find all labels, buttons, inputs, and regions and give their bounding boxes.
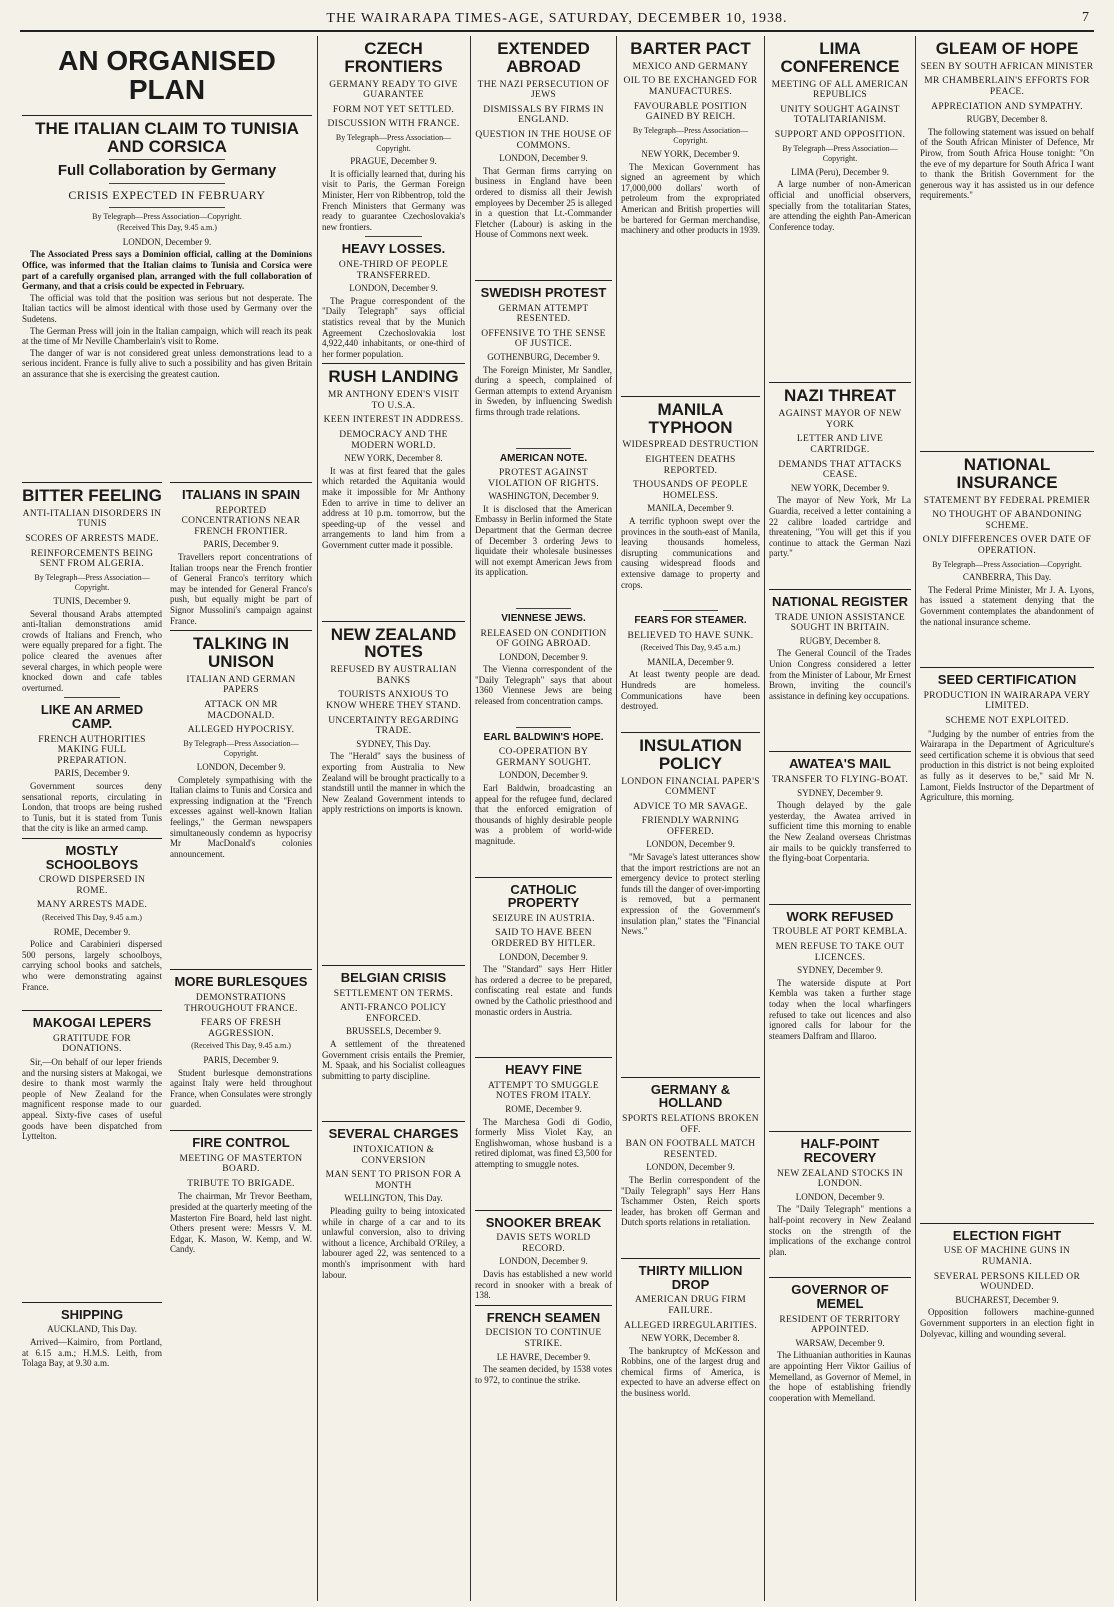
dateline: SYDNEY, December 9. <box>797 965 883 976</box>
article-subhead: DAVIS SETS WORLD RECORD. <box>496 1233 591 1254</box>
article-headline: GOVERNOR OF MEMEL <box>791 1282 889 1311</box>
dateline: ROME, December 9. <box>505 1103 582 1114</box>
dateline: NEW YORK, December 8. <box>641 1333 740 1344</box>
article-subhead: DEMANDS THAT ATTACKS CEASE. <box>778 459 902 481</box>
article-headline: EXTENDED ABROAD <box>497 39 590 76</box>
article-subhead: ITALIAN AND GERMAN PAPERS <box>186 674 296 696</box>
article-subhead: TRANSFER TO FLYING-BOAT. <box>771 775 909 785</box>
article-subhead: LONDON FINANCIAL PAPER'S COMMENT <box>621 776 760 798</box>
wire-credit: By Telegraph—Press Association—Copyright. <box>92 211 242 221</box>
column-rule <box>764 36 765 1601</box>
article-subhead: CROWD DISPERSED IN ROME. <box>38 875 146 896</box>
received-time: (Received This Day, 9.45 a.m.) <box>640 643 741 653</box>
article-subhead: GRATITUDE FOR DONATIONS. <box>52 1033 132 1055</box>
article-subhead: UNCERTAINTY REGARDING TRADE. <box>328 715 459 737</box>
article-subhead: SCORES OF ARRESTS MADE. <box>25 534 159 545</box>
article-subhead: REPORTED CONCENTRATIONS NEAR FRENCH FRONTIER. <box>181 505 301 537</box>
wire-credit: By Telegraph—Press Association—Copyright. <box>632 125 749 146</box>
paragraph: Police and Carabinieri dispersed 500 persons, largely schoolboys, carrying school books and satchels, who were demonstrating against France. <box>22 939 162 992</box>
article-headline: MORE BURLESQUES <box>174 974 308 990</box>
article-headline: NATIONAL REGISTER <box>771 593 909 609</box>
masthead-title: THE WAIRARAPA TIMES-AGE, SATURDAY, DECEMBER 10, 1938. <box>326 11 788 26</box>
paragraph: The danger of war is not considered great unless demonstrations lead to a serious incident. France is fully alive to such a possibility and has given Britain an assurance that she is exercising the greatest caution. <box>22 347 312 379</box>
article-subhead: ALLEGED HYPOCRISY. <box>187 725 295 736</box>
paragraph: The official was told that the position was serious but not desperate. The Italian tactics will be almost identical with those used by Germany over the Sudetens. <box>22 292 312 324</box>
column-5 <box>621 36 760 1596</box>
paragraph: The following statement was issued on behalf of the South African Minister of Defence, Mr Pirow, from South Africa House tonight: "On the eve of my departure for South Africa I want to thank the British Government for the generous way it has assisted us in our defence requirements." <box>920 126 1094 201</box>
column-7 <box>920 36 1094 1596</box>
article-subhead: RESIDENT OF TERRITORY APPOINTED. <box>779 1314 901 1336</box>
received-time: (Received This Day, 9.45 a.m.) <box>191 1041 291 1051</box>
paragraph: It is officially learned that, during his visit to Paris, the German Foreign Minister, Herr von Ribbentrop, told the French Ministers that Germany was ready to guarantee Czechoslovakia's new frontiers. <box>322 168 465 232</box>
dateline: LONDON, December 9. <box>499 951 588 962</box>
article-headline: BARTER PACT <box>630 39 751 58</box>
article-subhead: EIGHTEEN DEATHS REPORTED. <box>645 455 736 476</box>
article-subhead: NEW ZEALAND STOCKS IN LONDON. <box>776 1168 903 1190</box>
article-headline: FIRE CONTROL <box>192 1134 290 1150</box>
paragraph: Student burlesque demonstrations against Italy were held throughout France, when Consulates were strongly guarded. <box>170 1067 312 1110</box>
column-4 <box>475 36 612 1596</box>
article-subhead: ATTEMPT TO SMUGGLE NOTES FROM ITALY. <box>488 1080 599 1102</box>
paragraph: The seamen decided, by 1538 votes to 972, to continue the strike. <box>475 1364 612 1385</box>
article-subhead: MEETING OF ALL AMERICAN REPUBLICS <box>771 79 909 101</box>
dateline: MANILA, December 9. <box>647 656 734 667</box>
paragraph: The "Standard" says Herr Hitler has ordered a decree to be prepared, confiscating real estate and funds owned by the Catholic priesthood and monastic orders in Austria. <box>475 964 612 1017</box>
lead-paragraph: The Associated Press says a Dominion official, calling at the Dominions Office, was informed that the Italian claims to Tunisia and Corsica were part of a carefully organised plan, arranged with the full collaboration of Germany, and that a crisis could be expected in February. <box>22 249 312 292</box>
article-subhead: TROUBLE AT PORT KEMBLA. <box>772 927 908 938</box>
article-subhead: SCHEME NOT EXPLOITED. <box>945 716 1069 727</box>
dateline: LONDON, December 9. <box>122 236 212 247</box>
article-subhead: SETTLEMENT ON TERMS. <box>333 988 454 999</box>
article-headline: MOSTLY SCHOOLBOYS <box>45 842 139 872</box>
article-headline: SNOOKER BREAK <box>485 1214 602 1230</box>
article-headline: THIRTY MILLION DROP <box>638 1263 743 1292</box>
dateline: PRAGUE, December 9. <box>350 156 437 167</box>
paragraph: Several thousand Arabs attempted anti-Italian demonstrations amid crowds of Italians and French, who were equally prepared for a fight. The police cleared the avenues after several charges, in which people were knocked down and cafe tables overturned. <box>22 608 162 693</box>
article-headline: RUSH LANDING <box>328 367 459 387</box>
article-subhead: FEARS OF FRESH AGGRESSION. <box>200 1018 282 1039</box>
dateline: ROME, December 9. <box>53 926 131 937</box>
article-subhead: SEVERAL PERSONS KILLED OR WOUNDED. <box>933 1271 1081 1293</box>
article-subhead: MR ANTHONY EDEN'S VISIT TO U.S.A. <box>327 390 460 411</box>
article-subhead: GERMAN ATTEMPT RESENTED. <box>498 303 589 325</box>
article-subhead: FAVOURABLE POSITION GAINED BY REICH. <box>633 101 748 123</box>
article-subhead: KEEN INTEREST IN ADDRESS. <box>323 415 464 426</box>
article-subhead: PROTEST AGAINST VIOLATION OF RIGHTS. <box>488 468 599 489</box>
dateline: SYDNEY, This Day. <box>356 738 431 749</box>
dateline: PARIS, December 9. <box>54 768 130 779</box>
lead-deck: Full Collaboration by Germany <box>57 162 277 180</box>
dateline: PARIS, December 9. <box>203 1054 279 1065</box>
article-headline: AWATEA'S MAIL <box>789 756 891 772</box>
paragraph: The mayor of New York, Mr La Guardia, received a letter containing a 22 calibre loaded cartridge and threatening, "You will get this if you continue to attack the German Nazi party." <box>769 495 911 559</box>
article-subhead: TRADE UNION ASSISTANCE SOUGHT IN BRITAIN. <box>775 612 905 634</box>
article-headline: LIKE AN ARMED CAMP. <box>40 702 144 731</box>
article-subhead: TRIBUTE TO BRIGADE. <box>187 1178 295 1189</box>
article-subhead: MEXICO AND GERMANY <box>632 61 749 72</box>
column-rule <box>616 36 617 1601</box>
lead-deck-2: CRISIS EXPECTED IN FEBRUARY <box>68 188 266 203</box>
article-subhead: ADVICE TO MR SAVAGE. <box>633 801 748 812</box>
article-headline: EARL BALDWIN'S HOPE. <box>483 731 604 743</box>
dateline: PARIS, December 9. <box>203 539 279 550</box>
article-headline: FRENCH SEAMEN <box>486 1309 601 1325</box>
article-subhead: GERMANY READY TO GIVE GUARANTEE <box>329 79 458 101</box>
article-subhead: STATEMENT BY FEDERAL PREMIER <box>923 495 1091 506</box>
article-subhead: NO THOUGHT OF ABANDONING SCHEME. <box>932 510 1082 531</box>
article-subhead: SPORTS RELATIONS BROKEN OFF. <box>622 1114 759 1135</box>
paragraph: Travellers report concentrations of Italian troops near the French frontier of General Franco's territory which may be intended for General Franco's push, but equally might be part of Signor Mussolini's campaign against France. <box>170 552 312 626</box>
received-time: (Received This Day, 9.45 a.m.) <box>42 913 142 923</box>
paragraph: It is disclosed that the American Embassy in Berlin informed the State Department that the German decree of December 3 ordering Jews to liquidate their wholesale businesses will not exempt American Jews from its application. <box>475 503 612 578</box>
article-headline: SWEDISH PROTEST <box>480 285 607 300</box>
article-subhead: OFFENSIVE TO THE SENSE OF JUSTICE. <box>481 328 606 350</box>
paragraph: That German firms carrying on business in England have been ordered to dismiss all their Jewish employees by December 25 is alleged in a question that Lt.-Commander Fletcher (Labour) is asking in the House of Commons next week. <box>475 165 612 240</box>
masthead <box>20 8 1094 32</box>
column-rule <box>317 36 318 1601</box>
article-headline: CZECH FRONTIERS <box>344 39 443 76</box>
column-1-lower <box>22 478 162 1598</box>
dateline: LONDON, December 9. <box>499 1256 588 1267</box>
dateline: LONDON, December 9. <box>646 1162 735 1173</box>
paragraph: The "Herald" says the business of exporting from Australia to New Zealand will be brought practically to a standstill until the manner in which the New Zealand Government intends to apply restrictions on imports is known. <box>322 751 465 815</box>
article-headline: MANILA TYPHOON <box>648 399 733 437</box>
paragraph: Completely sympathising with the Italian claims to Tunis and Corsica and expressing indignation at the "French excesses against well-known Italian feelings," the German newspapers simultaneously condemn as hypocrisy Mr MacDonald's colonies announcement. <box>170 774 312 859</box>
paragraph: It was at first feared that the gales which retarded the Aquitania would make it impossible for Mr Anthony Eden to arrive in time to deliver an address at 10 p.m. tomorrow, but the speeding-up of the vessel and arrangements to land him from a Government cutter made it possible. <box>322 465 465 550</box>
dateline: CANBERRA, This Day. <box>962 572 1052 583</box>
article-headline: HALF-POINT RECOVERY <box>800 1136 880 1165</box>
dateline: TUNIS, December 9. <box>53 596 131 606</box>
article-subhead: MANY ARRESTS MADE. <box>36 900 148 911</box>
dateline: LONDON, December 9. <box>349 283 438 294</box>
article-headline: NEW ZEALAND NOTES <box>330 624 457 662</box>
article-headline: TALKING IN UNISON <box>192 634 289 672</box>
article-headline: CATHOLIC PROPERTY <box>507 881 580 911</box>
paragraph: Davis has established a new world record in snooker with a break of 138. <box>475 1268 612 1301</box>
column-rule <box>915 36 916 1601</box>
wire-credit: By Telegraph—Press Association—Copyright. <box>183 738 299 759</box>
dateline: LONDON, December 9. <box>499 153 588 164</box>
article-subhead: ANTI-ITALIAN DISORDERS IN TUNIS <box>22 508 162 530</box>
paragraph: Arrived—Kaimiro, from Portland, at 6.15 a.m.; H.M.S. Leith, from Tolaga Bay, at 9.30 a.m. <box>22 1337 162 1369</box>
dateline: LONDON, December 9. <box>499 770 588 781</box>
paragraph: "Mr Savage's latest utterances show that the import restrictions are not an emergency device to protect sterling funds till the danger of over-importing is removed, but a permanent expression of the Government's insulation plan," states the "Financial News." <box>621 852 760 937</box>
article-subhead: SEIZURE IN AUSTRIA. <box>492 913 595 924</box>
paragraph: "Judging by the number of entries from the Wairarapa in the Department of Agriculture's seed certification scheme it is obvious that seed production in this district is not being exploited as fully as it deserves to be," said Mr N. Lamont, Fields Instructor of the Department of Agriculture, this morning. <box>920 728 1094 803</box>
dateline: BRUSSELS, December 9. <box>346 1026 441 1037</box>
paragraph: The Prague correspondent of the "Daily Telegraph" says official statistics reveal that by the Munich Agreement Czechoslovakia lost 4,922,440 inhabitants, or one-third of her former population. <box>322 295 465 359</box>
wire-credit: By Telegraph—Press Association—Copyright. <box>335 133 452 153</box>
paragraph: The Foreign Minister, Mr Sandler, during a speech, complained of German attempts to extend Aryanism in Sweden, by influencing Swedish firms through trade relations. <box>475 364 612 417</box>
paragraph: Though delayed by the gale yesterday, the Awatea arrived in sufficient time this morning to enable the New Zealand overseas Christmas air mails to be quickly transferred to the flying-boat Corpentaria. <box>769 800 911 864</box>
column-6 <box>769 36 911 1596</box>
article-subhead: THOUSANDS OF PEOPLE HOMELESS. <box>633 480 748 501</box>
paragraph: At least twenty people are dead. Hundreds are homeless. Communications have been destroyed. <box>621 669 760 712</box>
article-subhead: ALLEGED IRREGULARITIES. <box>623 1320 758 1331</box>
dateline: MANILA, December 9. <box>647 503 734 514</box>
article-subhead: ONE-THIRD OF PEOPLE TRANSFERRED. <box>338 260 449 281</box>
article-headline: FEARS FOR STEAMER. <box>634 615 747 627</box>
article-subhead: MAN SENT TO PRISON FOR A MONTH <box>325 1170 462 1191</box>
paragraph: The German Press will join in the Italian campaign, which will reach its peak at the time of Mr Neville Chamberlain's visit to Rome. <box>22 325 312 347</box>
dateline: WARSAW, December 9. <box>795 1337 885 1348</box>
article-subhead: RELEASED ON CONDITION OF GOING ABROAD. <box>480 628 607 650</box>
article-headline: SHIPPING <box>60 1306 124 1322</box>
dateline: RUGBY, December 8. <box>966 114 1048 125</box>
article-headline: ELECTION FIGHT <box>952 1227 1062 1243</box>
article-headline: GERMANY & HOLLAND <box>650 1081 731 1111</box>
article-subhead: INTOXICATION & CONVERSION <box>352 1144 435 1166</box>
article-subhead: ATTACK ON MR MACDONALD. <box>204 700 278 721</box>
paragraph: The chairman, Mr Trevor Beetham, presided at the quarterly meeting of the Masterton Fire Board, held last night. Others present were: Messrs V. M. Edgar, K. Mason, W. Kemp, and W. Candy. <box>170 1191 312 1255</box>
article-subhead: MR CHAMBERLAIN'S EFFORTS FOR PEACE. <box>924 76 1090 98</box>
article-subhead: MEETING OF MASTERTON BOARD. <box>179 1153 303 1175</box>
dateline: NEW YORK, December 8. <box>344 453 443 464</box>
column-3 <box>322 36 465 1596</box>
wire-credit: By Telegraph—Press Association—Copyright. <box>932 559 1082 569</box>
article-headline: LIMA CONFERENCE <box>780 39 900 76</box>
paragraph: The "Daily Telegraph" mentions a half-point recovery in New Zealand stocks on the strength of the implications of the exchange control plan. <box>769 1204 911 1257</box>
dateline: BUCHAREST, December 9. <box>955 1294 1059 1305</box>
wire-credit: By Telegraph—Press Association—Copyright. <box>782 143 898 164</box>
article-subhead: TOURISTS ANXIOUS TO KNOW WHERE THEY STAND. <box>326 690 461 712</box>
article-subhead: FRIENDLY WARNING OFFERED. <box>641 816 740 837</box>
dateline: SYDNEY, December 9. <box>797 787 883 798</box>
article-headline: NATIONAL INSURANCE <box>956 454 1058 492</box>
article-subhead: CO-OPERATION BY GERMANY SOUGHT. <box>496 747 591 768</box>
article-subhead: REINFORCEMENTS BEING SENT FROM ALGERIA. <box>30 548 154 570</box>
article-subhead: WIDESPREAD DESTRUCTION <box>622 440 759 451</box>
paragraph: The Berlin correspondent of the "Daily Telegraph" says Herr Hans Tschammer Osten, Reich sports leader, has broken off German and Dutch sports relations in retaliation. <box>621 1175 760 1228</box>
article-headline: BITTER FEELING <box>22 486 162 505</box>
dateline: LONDON, December 9. <box>499 651 588 662</box>
paragraph: Pleading guilty to being intoxicated while in charge of a car and to its unlawful conversion, also to driving without a licence, Archibald O'Riley, a labourer aged 22, was sentenced to a month's imprisonment with hard labour. <box>322 1205 465 1280</box>
paragraph: A large number of non-American official and unofficial observers, specially from the totalitarian States, are attending the eighth Pan-American Conference today. <box>769 179 911 232</box>
article-subhead: DISCUSSION WITH FRANCE. <box>327 119 460 130</box>
article-subhead: AMERICAN DRUG FIRM FAILURE. <box>635 1295 746 1316</box>
article-subhead: SAID TO HAVE BEEN ORDERED BY HITLER. <box>491 928 596 949</box>
paragraph: The Federal Prime Minister, Mr J. A. Lyons, has issued a statement denying that the Government contemplates the abandonment of the national insurance scheme. <box>920 584 1094 627</box>
paragraph: A terrific typhoon swept over the provinces in the south-east of Manila, leaving thousands homeless, disrupting communications and causing widespread floods and extensive damage to property and crops. <box>621 516 760 590</box>
paragraph: A settlement of the threatened Government crisis entails the Premier, M. Spaak, and his Socialist colleagues submitting to party discipline. <box>322 1038 465 1081</box>
article-subhead: THE NAZI PERSECUTION OF JEWS <box>477 79 610 101</box>
article-subhead: PRODUCTION IN WAIRARAPA VERY LIMITED. <box>923 690 1091 712</box>
dateline: AUCKLAND, This Day. <box>47 1324 137 1335</box>
received-time: (Received This Day, 9.45 a.m.) <box>117 223 217 233</box>
lead-headline: AN ORGANISED PLAN <box>58 45 276 106</box>
paragraph: The General Council of the Trades Union Congress considered a letter from the Minister of Labour, Mr Ernest Brown, inviting the council's assistance in defining key occupations. <box>769 648 911 701</box>
column-rule <box>470 36 471 1601</box>
article-subhead: DEMONSTRATIONS THROUGHOUT FRANCE. <box>184 993 298 1014</box>
article-headline: SEED CERTIFICATION <box>937 672 1077 688</box>
paragraph: Sir,—On behalf of our leper friends and the nursing sisters at Makogai, we desire to thank most warmly the people of New Zealand for the magnificent response made to our appeal. Sixty-five cases of useful goods have been dispatched from Lyttelton. <box>22 1057 162 1142</box>
article-subhead: LETTER AND LIVE CARTRIDGE. <box>796 434 884 456</box>
dateline: LONDON, December 9. <box>196 762 286 773</box>
page-number: 7 <box>1082 10 1090 25</box>
dateline: NEW YORK, December 9. <box>641 149 740 159</box>
article-headline: NAZI THREAT <box>783 386 897 406</box>
article-subhead: BELIEVED TO HAVE SUNK. <box>627 630 754 641</box>
article-headline: MAKOGAI LEPERS <box>32 1015 152 1031</box>
article-subhead: APPRECIATION AND SYMPATHY. <box>931 101 1083 112</box>
article-subhead: FRENCH AUTHORITIES MAKING FULL PREPARATION. <box>38 734 146 766</box>
article-subhead: SEEN BY SOUTH AFRICAN MINISTER <box>920 61 1094 72</box>
article-headline: WORK REFUSED <box>786 908 894 924</box>
paragraph: The Mexican Government has signed an agreement by which 17,000,000 dollars' worth of petroleum from the expropriated American and British properties will be bartered for German merchandise, machinery and other products in 1939. <box>621 161 760 236</box>
article-subhead: DISMISSALS BY FIRMS IN ENGLAND. <box>483 104 604 126</box>
article-subhead: UNITY SOUGHT AGAINST TOTALITARIANISM. <box>780 104 900 126</box>
article-subhead: USE OF MACHINE GUNS IN RUMANIA. <box>943 1246 1071 1267</box>
lead-subheadline: THE ITALIAN CLAIM TO TUNISIA AND CORSICA <box>35 118 299 156</box>
dateline: LE HAVRE, December 9. <box>496 1351 591 1362</box>
article-headline: GLEAM OF HOPE <box>935 39 1079 58</box>
article-headline: HEAVY FINE <box>505 1062 582 1078</box>
article-headline: AMERICAN NOTE. <box>499 452 588 464</box>
article-headline: HEAVY LOSSES. <box>341 241 446 257</box>
article-subhead: DEMOCRACY AND THE MODERN WORLD. <box>339 430 448 451</box>
article-subhead: ONLY DIFFERENCES OVER DATE OF OPERATION. <box>922 535 1092 557</box>
dateline: LONDON, December 9. <box>795 1191 885 1202</box>
paragraph: Opposition followers machine-gunned Government supporters in an election fight in Dolyevac, killing and wounding several. <box>920 1307 1094 1339</box>
article-subhead: AGAINST MAYOR OF NEW YORK <box>778 409 902 430</box>
article-headline: BELGIAN CRISIS <box>340 969 447 985</box>
paragraph: Government sources deny sensational reports, circulating in London, that troops are being rushed to Tunis, but it is stated from Tunis that the city is like an armed camp. <box>22 781 162 834</box>
paragraph: The Marchesa Godi di Godio, formerly Miss Violet Kay, an Englishwoman, whose husband is a retired diplomat, was fined £3,500 for attempting to smuggle notes. <box>475 1116 612 1169</box>
dateline: LONDON, December 9. <box>646 839 735 850</box>
article-subhead: QUESTION IN THE HOUSE OF COMMONS. <box>475 130 612 151</box>
dateline: GOTHENBURG, December 9. <box>487 352 600 363</box>
paragraph: The bankruptcy of McKesson and Robbins, one of the largest drug and chemical firms of America, is expected to have an adverse effect on the business world. <box>621 1345 760 1399</box>
paragraph: The Vienna correspondent of the "Daily Telegraph" says that about 1360 Viennese Jews are being released from concentration camps. <box>475 664 612 707</box>
dateline: WELLINGTON, This Day. <box>344 1193 443 1204</box>
article-subhead: ANTI-FRANCO POLICY ENFORCED. <box>340 1003 447 1024</box>
article-subhead: OIL TO BE EXCHANGED FOR MANUFACTURES. <box>623 76 758 98</box>
dateline: RUGBY, December 8. <box>799 635 881 646</box>
lead-story <box>22 36 312 466</box>
article-headline: INSULATION POLICY <box>639 735 742 773</box>
article-subhead: DECISION TO CONTINUE STRIKE. <box>485 1328 602 1349</box>
article-headline: SEVERAL CHARGES <box>328 1126 459 1142</box>
paragraph: The Lithuanian authorities in Kaunas are appointing Herr Viktor Gailius of Memelland, as Governor of Memel, in the hope of establishing friendly cooperation with Memelland. <box>769 1350 911 1403</box>
article-subhead: BAN ON FOOTBALL MATCH RESENTED. <box>625 1139 756 1160</box>
column-2-lower <box>170 478 312 1598</box>
article-subhead: REFUSED BY AUSTRALIAN BANKS <box>330 665 457 686</box>
article-subhead: MEN REFUSE TO TAKE OUT LICENCES. <box>775 941 905 963</box>
dateline: WASHINGTON, December 9. <box>488 491 599 502</box>
dateline: LIMA (Peru), December 9. <box>791 166 889 177</box>
paragraph: The waterside dispute at Port Kembla was taken a further stage today when the local wharfingers refused to take out licences and also ignored calls for labour for the steamers Dalfram and Illaroo. <box>769 977 911 1041</box>
article-subhead: FORM NOT YET SETTLED. <box>332 104 455 115</box>
article-headline: ITALIANS IN SPAIN <box>182 487 300 502</box>
dateline: NEW YORK, December 9. <box>790 482 890 493</box>
article-subhead: SUPPORT AND OPPOSITION. <box>774 130 906 141</box>
wire-credit: By Telegraph—Press Association—Copyright. <box>34 572 150 593</box>
article-headline: VIENNESE JEWS. <box>501 613 586 625</box>
paragraph: Earl Baldwin, broadcasting an appeal for the refugee fund, declared that the enforced emigration of thousands of highly desirable people was a problem of world-wide magnitude. <box>475 782 612 846</box>
